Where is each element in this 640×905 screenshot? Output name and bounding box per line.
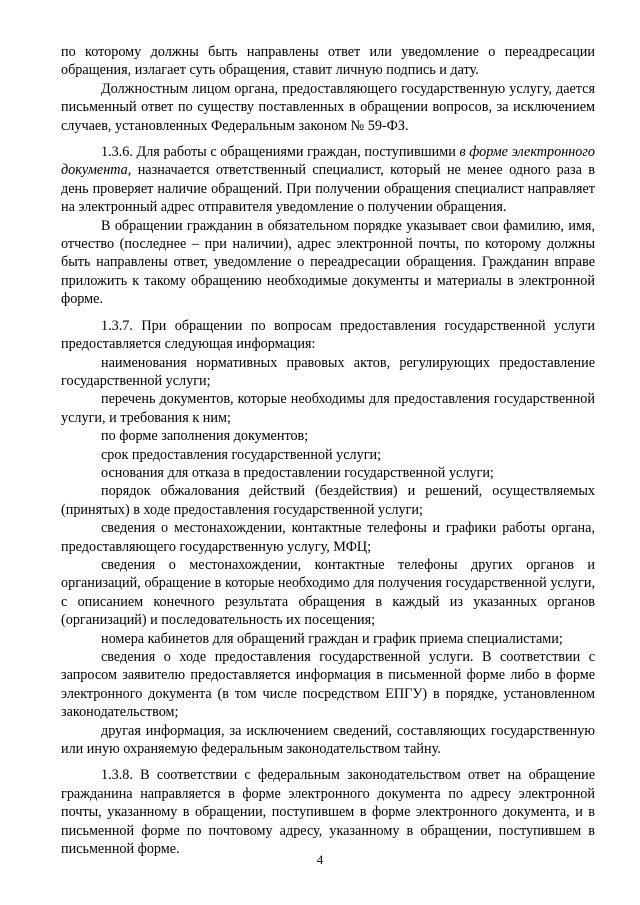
document-body	[61, 43, 595, 858]
paragraph-1-3-6-italic: в форме электронного документа	[61, 144, 596, 179]
list-item-progress-info: сведения о ходе предоставления государственной услуги. В соответствии с запросом заявителю предоставляется информация в письменной форме либо в форме электронного документа (в том числе посредством ЕПГУ) в порядке, установленном законодательством;	[61, 649, 595, 721]
paragraph-1-3-6	[61, 143, 595, 217]
list-item-appeal-procedure: порядок обжалования действий (бездействия) и решений, осуществляемых (принятых) в ходе предоставления государственной услуги;	[61, 483, 595, 518]
page-number: 4	[316, 852, 324, 867]
paragraph-continuation: по которому должны быть направлены ответ или уведомление о переадресации обращения, излагает суть обращения, ставит личную подпись и дату.	[61, 44, 595, 79]
paragraph-1-3-6-start: 1.3.6. Для работы с обращениями граждан, поступившими	[101, 144, 460, 161]
list-item-term: срок предоставления государственной услуги;	[101, 446, 382, 463]
paragraph-1-3-8: 1.3.8. В соответствии с федеральным законодательством ответ на обращение гражданина направляется в форме электронного документа по адресу электронной почты, указанному в обращении, поступившем в форме электронного документа, и в письменной форме по почтовому адресу, указанному в обращении, поступившем в письменной форме.	[61, 767, 595, 858]
paragraph-official-answer: Должностным лицом органа, предоставляющего государственную услугу, дается письменный ответ по существу поставленных в обращении вопросов, за исключением случаев, установленных Федеральным законом № 59-ФЗ.	[61, 80, 595, 134]
list-item-normative-acts: наименования нормативных правовых актов, регулирующих предоставление государственной услуги;	[61, 354, 595, 389]
list-item-rooms-schedule: номера кабинетов для обращений граждан и график приема специалистами;	[101, 630, 563, 647]
paragraph-1-3-6-end: , назначается ответственный специалист, который не менее одного раза в день проверяет наличие обращений. При получении обращения специалист направляет на электронный адрес отправителя уведомление о получении обращения.	[61, 162, 595, 216]
list-item-documents: перечень документов, которые необходимы для предоставления государственной услуги, и требования к ним;	[61, 391, 595, 426]
list-item-form-filling: по форме заполнения документов;	[101, 428, 309, 445]
list-item-refusal-grounds: основания для отказа в предоставлении государственной услуги;	[101, 464, 494, 481]
list-item-other-info: другая информация, за исключением сведений, составляющих государственную или иную охраняемую федеральным законодательством тайну.	[61, 722, 595, 758]
list-item-location-contacts: сведения о местонахождении, контактные телефоны и графики работы органа, предоставляющего государственную услугу, МФЦ;	[61, 520, 595, 555]
paragraph-electronic-appeal: В обращении гражданин в обязательном порядке указывает свои фамилию, имя, отчество (последнее – при наличии), адрес электронной почты, по которому должны быть направлены ответ, уведомление о переадресации обращения. Гражданин вправе приложить к такому обращению необходимые документы и материалы в электронной форме.	[61, 217, 595, 308]
list-item-other-organs: сведения о местонахождении, контактные телефоны других органов и организаций, обращение в которые необходимо для получения государственной услуги, с описанием конечного результата обращения в каждый из указанных органов (организаций) и последовательность их посещения;	[61, 556, 595, 629]
paragraph-1-3-7: 1.3.7. При обращении по вопросам предоставления государственной услуги предоставляется следующая информация:	[61, 317, 595, 353]
